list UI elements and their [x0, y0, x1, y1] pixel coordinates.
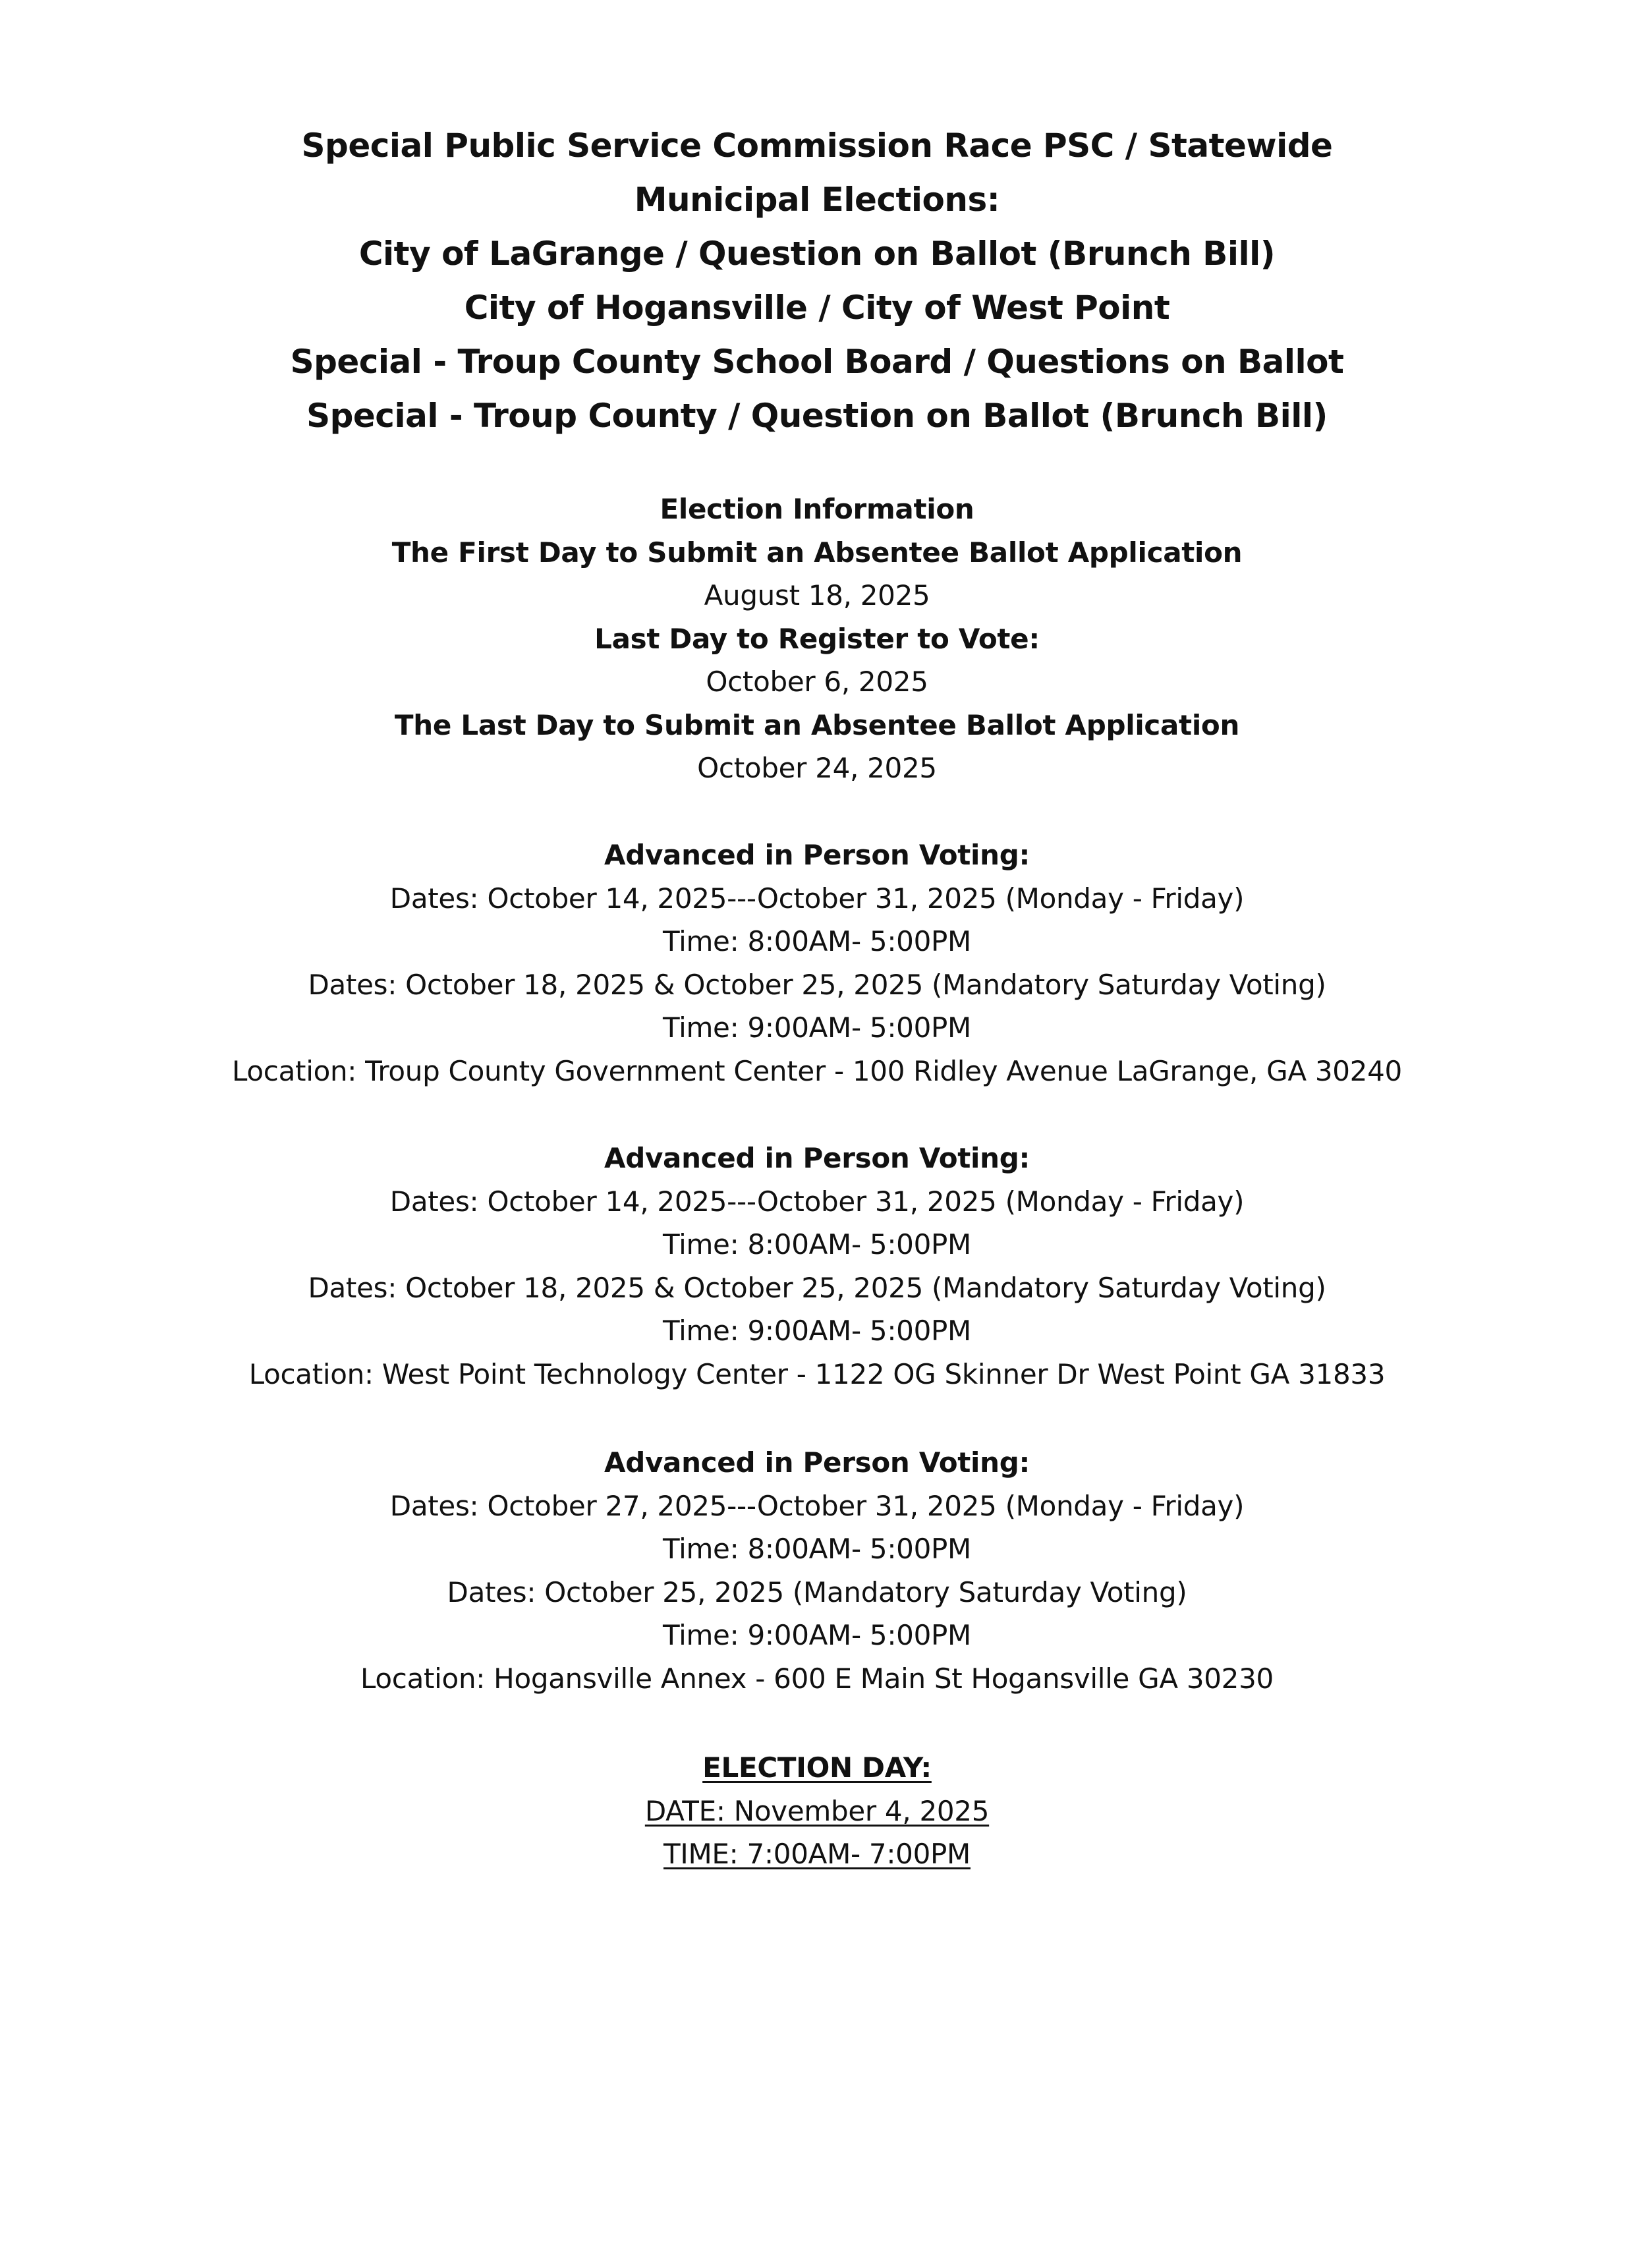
first-absentee-label: The First Day to Submit an Absentee Ballot Application	[391, 536, 1243, 569]
election-info-heading: Election Information	[660, 493, 974, 525]
weekday-dates: Dates: October 14, 2025---October 31, 2025 (Monday - Friday)	[389, 1185, 1245, 1218]
weekday-time: Time: 8:00AM- 5:00PM	[663, 925, 971, 957]
election-day-section	[0, 1746, 1634, 1876]
saturday-dates: Dates: October 25, 2025 (Mandatory Saturday Voting)	[447, 1575, 1187, 1608]
title-line: Special - Troup County School Board / Questions on Ballot	[290, 343, 1344, 381]
election-day-time: TIME: 7:00AM- 7:00PM	[663, 1838, 971, 1870]
advanced-voting-heading: Advanced in Person Voting:	[604, 1446, 1030, 1479]
advanced-voting-section-3	[0, 1441, 1634, 1700]
title-line: Special Public Service Commission Race PSC / Statewide	[301, 127, 1333, 165]
register-date: October 6, 2025	[706, 666, 928, 698]
weekday-time: Time: 8:00AM- 5:00PM	[663, 1228, 971, 1261]
register-label: Last Day to Register to Vote:	[594, 622, 1040, 655]
saturday-dates: Dates: October 18, 2025 & October 25, 2025 (Mandatory Saturday Voting)	[308, 1271, 1326, 1304]
document-title	[0, 119, 1634, 443]
weekday-dates: Dates: October 27, 2025---October 31, 2025 (Monday - Friday)	[389, 1489, 1245, 1522]
saturday-time: Time: 9:00AM- 5:00PM	[663, 1011, 971, 1044]
title-line: Special - Troup County / Question on Ballot (Brunch Bill)	[306, 397, 1328, 435]
advanced-voting-section-2	[0, 1137, 1634, 1396]
weekday-dates: Dates: October 14, 2025---October 31, 2025 (Monday - Friday)	[389, 882, 1245, 915]
saturday-dates: Dates: October 18, 2025 & October 25, 2025 (Mandatory Saturday Voting)	[308, 968, 1326, 1001]
last-absentee-date: October 24, 2025	[697, 752, 937, 784]
title-line: City of LaGrange / Question on Ballot (Brunch Bill)	[358, 235, 1276, 273]
advanced-voting-section-1	[0, 834, 1634, 1092]
saturday-time: Time: 9:00AM- 5:00PM	[663, 1619, 971, 1651]
voting-location: Location: Troup County Government Center - 100 Ridley Avenue LaGrange, GA 30240	[232, 1054, 1402, 1087]
last-absentee-label: The Last Day to Submit an Absentee Ballot Application	[394, 708, 1240, 741]
voting-location: Location: West Point Technology Center - 1122 OG Skinner Dr West Point GA 31833	[248, 1357, 1386, 1390]
advanced-voting-heading: Advanced in Person Voting:	[604, 1142, 1030, 1174]
election-information-section	[0, 488, 1634, 790]
first-absentee-date: August 18, 2025	[704, 579, 930, 611]
title-line: City of Hogansville / City of West Point	[464, 289, 1170, 327]
saturday-time: Time: 9:00AM- 5:00PM	[663, 1315, 971, 1347]
advanced-voting-heading: Advanced in Person Voting:	[604, 839, 1030, 871]
election-day-date: DATE: November 4, 2025	[644, 1794, 990, 1827]
title-line: Municipal Elections:	[634, 181, 1000, 219]
voting-location: Location: Hogansville Annex - 600 E Main St Hogansville GA 30230	[360, 1662, 1274, 1695]
election-day-heading: ELECTION DAY:	[702, 1751, 932, 1784]
weekday-time: Time: 8:00AM- 5:00PM	[663, 1533, 971, 1565]
